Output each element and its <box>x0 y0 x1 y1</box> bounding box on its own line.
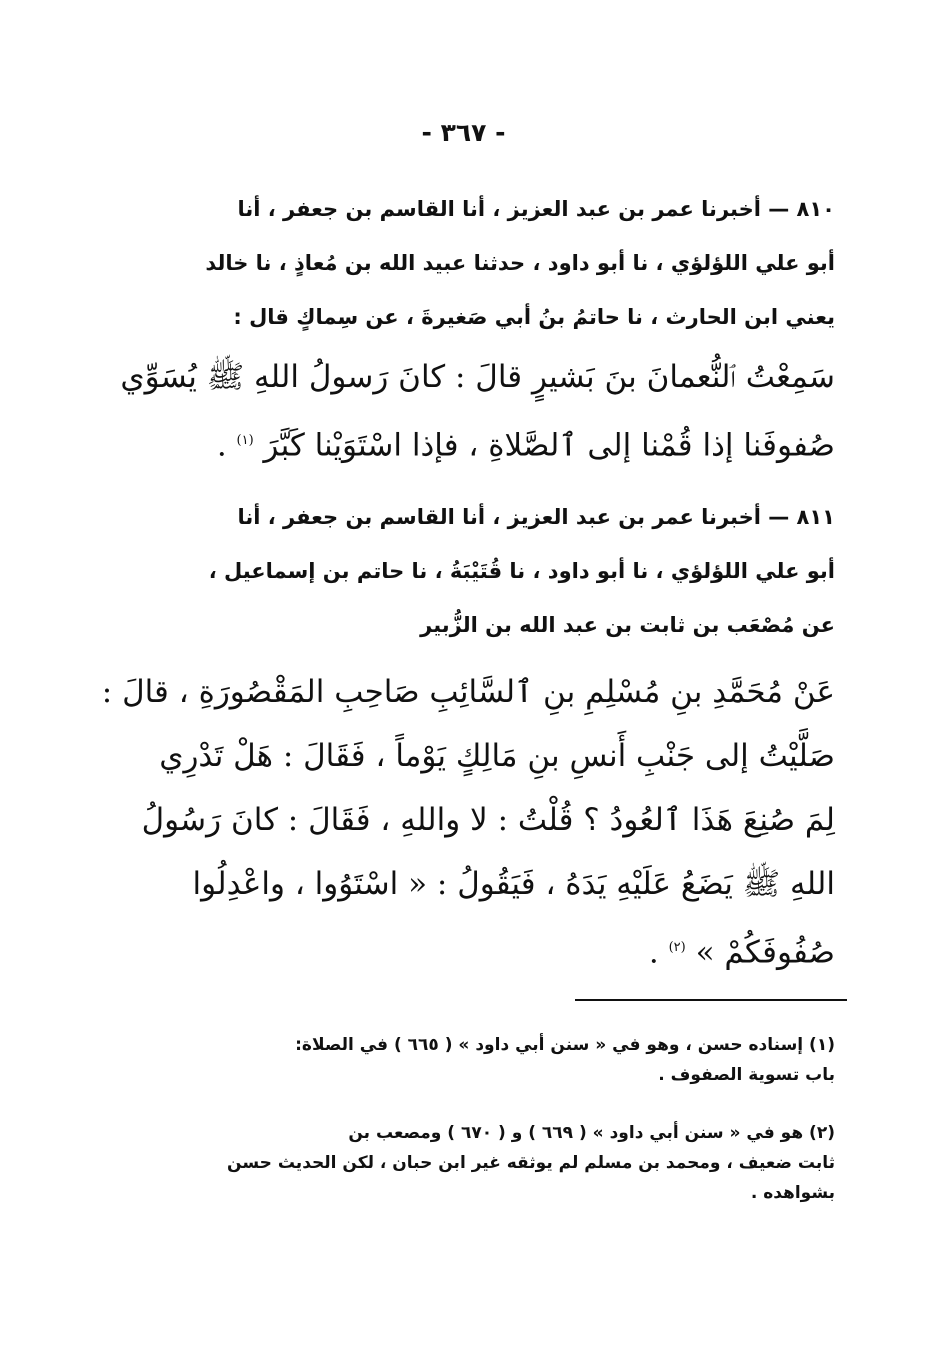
isnad-line: أبو علي اللؤلؤي ، نا أبو داود ، نا قُتَيْبَةُ ، نا حاتم بن إسماعيل ، <box>208 559 835 583</box>
matn-text: صُفوفَنا إذا قُمْنا إلى ٱلصَّلاةِ ، فإذا اسْتَوَيْنا كَبَّرَ <box>263 427 835 464</box>
footnote-2 <box>190 1118 835 1208</box>
footnote-line: باب تسوية الصفوف . <box>658 1065 835 1085</box>
hadith-811-matn <box>101 660 835 984</box>
hadith-810-matn <box>120 345 835 477</box>
hadith-811-isnad <box>190 490 835 652</box>
footnote-ref-2: (٢) <box>668 940 686 955</box>
matn-text: صُفُوفَكُمْ » <box>695 934 835 971</box>
footnote-line: بشواهده . <box>750 1183 835 1203</box>
matn-line: صَلَّيْتُ إلى جَنْبِ أَنسِ بنِ مَالِكٍ يَوْماً ، فَقَالَ : هَلْ تَدْرِي <box>159 738 835 774</box>
matn-line: اللهِ ﷺ يَضَعُ عَلَيْهِ يَدَهُ ، فَيَقُولُ : « اسْتَوُوا ، واعْدِلُوا <box>192 866 835 902</box>
isnad-line: ٨١٠ — أخبرنا عمر بن عبد العزيز ، أنا القاسم بن جعفر ، أنا <box>237 197 835 221</box>
isnad-line: أبو علي اللؤلؤي ، نا أبو داود ، حدثنا عبيد الله بن مُعاذٍ ، نا خالد <box>205 251 835 275</box>
matn-end: . <box>648 934 669 971</box>
footnote-1 <box>190 1030 835 1090</box>
isnad-line: ٨١١ — أخبرنا عمر بن عبد العزيز ، أنا القاسم بن جعفر ، أنا <box>237 505 835 529</box>
matn-line: عَنْ مُحَمَّدِ بنِ مُسْلِمِ بنِ ٱلسَّائِبِ صَاحِبِ المَقْصُورَةِ ، قالَ : <box>101 674 835 710</box>
isnad-line: عن مُصْعَب بن ثابت بن عبد الله بن الزُّبير <box>420 613 835 637</box>
matn-line <box>190 409 835 477</box>
isnad-line: يعني ابن الحارث ، نا حاتمُ بنُ أبي صَغيرةَ ، عن سِماكٍ قال : <box>233 305 835 329</box>
footnote-ref-1: (١) <box>236 433 254 448</box>
matn-line <box>190 916 835 984</box>
footnote-line: (١) إسناده حسن ، وهو في « سنن أبي داود » ( ٦٦٥ ) في الصلاة: <box>295 1035 835 1055</box>
matn-line: لِمَ صُنِعَ هَذَا ٱلعُودُ ؟ قُلْتُ : لا واللهِ ، فَقَالَ : كانَ رَسُولُ <box>141 802 835 838</box>
footnote-line: (٢) هو في « سنن أبي داود » ( ٦٦٩ ) و ( ٦٧٠ ) ومصعب بن <box>348 1123 835 1143</box>
page-number: - ٣٦٧ - <box>421 118 506 147</box>
hadith-810-isnad <box>190 182 835 344</box>
matn-end: . <box>216 427 237 464</box>
matn-line: سَمِعْتُ ٱلنُّعمانَ بنَ بَشيرٍ قالَ : كانَ رَسولُ اللهِ ﷺ يُسَوِّي <box>120 359 835 395</box>
footnote-line: ثابت ضعيف ، ومحمد بن مسلم لم يوثقه غير ابن حبان ، لكن الحديث حسن <box>227 1153 835 1173</box>
footnote-divider <box>575 999 847 1001</box>
